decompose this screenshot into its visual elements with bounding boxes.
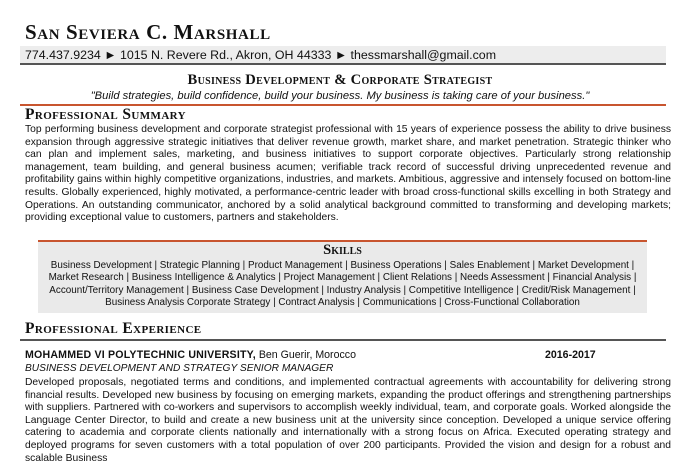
- job-company: MOHAMMED VI POLYTECHNIC UNIVERSITY,: [25, 349, 256, 361]
- job-location: Ben Guerir, Morocco: [255, 349, 356, 361]
- job-header: [25, 349, 645, 363]
- experience-heading: Professional Experience: [25, 320, 202, 337]
- skills-box: [38, 240, 647, 313]
- candidate-name: San Seviera C. Marshall: [25, 20, 271, 44]
- job-title: BUSINESS DEVELOPMENT AND STRATEGY SENIOR MANAGER: [25, 363, 334, 374]
- summary-heading: Professional Summary: [25, 106, 186, 123]
- tagline: "Build strategies, build confidence, build your business. My business is taking care of your business.": [90, 90, 590, 102]
- skills-list: Business Development | Strategic Planning | Product Management | Business Operations | Sales Enablement | Market Development | Market Research | Business Intelligence & Analytics | Project Management | Client Relations | Needs Assessment | Financial Analysis | Account/Territory Management | Business Case Development | Industry Analysis | Competitive Intelligence | Credit/Risk Management | Business Analysis Corporate Strategy | Contract Analysis | Communications | Cross-Functional Collaboration: [48, 260, 637, 309]
- job-dates: 2016-2017: [545, 349, 596, 361]
- experience-divider: [20, 339, 666, 341]
- summary-text: Top performing business development and corporate strategist professional with 15 years of experience possess the ability to drive business expansion through aggressive strategic initiatives that deliver revenue growth, market share, and market penetration. Strategic thinker who can plan and implement sales, marketing, and business initiatives to support corporate objectives. Particularly strong relationship management, team building, and general business acumen; verifiable track record of successful driving unprecedented revenue and profitability gains within highly competitive organizations, industries, and markets. Ambitious, aggressive and intensely focused on bottom-line results. Globally experienced, highly motivated, a performance-centric leader with broad cross-functional skills excelling in both Strategy and Operations. An outstanding communicator, anchored by a solid analytical background committed to transforming and developing markets; providing exceptional value to customers, partners and stakeholders.: [25, 124, 671, 224]
- contact-bar: 774.437.9234 ► 1015 N. Revere Rd., Akron, OH 44333 ► thessmarshall@gmail.com: [20, 46, 666, 65]
- skills-heading: Skills: [323, 242, 362, 258]
- headline: Business Development & Corporate Strategist: [187, 72, 493, 88]
- job-description: Developed proposals, negotiated terms and conditions, and implemented contractual agreements with accountability for delivering strong financial results. Developed new business by focusing on emerging markets, expanding the product offerings and strengthening partnerships with suppliers. Partnered with co-workers and supervisors to accomplish weekly individual, team, and corporate goals. Worked alongside the Language Center Director, to build and create a new business unit at the university since conception. Developed a unique service offering catering to academia and corporate clients nationally and internationally with a strong focus on Africa. Executed operating strategy and deployed programs for seven customers with a total population of over 200 participants. Provided the vision and design for a robust and scalable Business: [25, 377, 671, 464]
